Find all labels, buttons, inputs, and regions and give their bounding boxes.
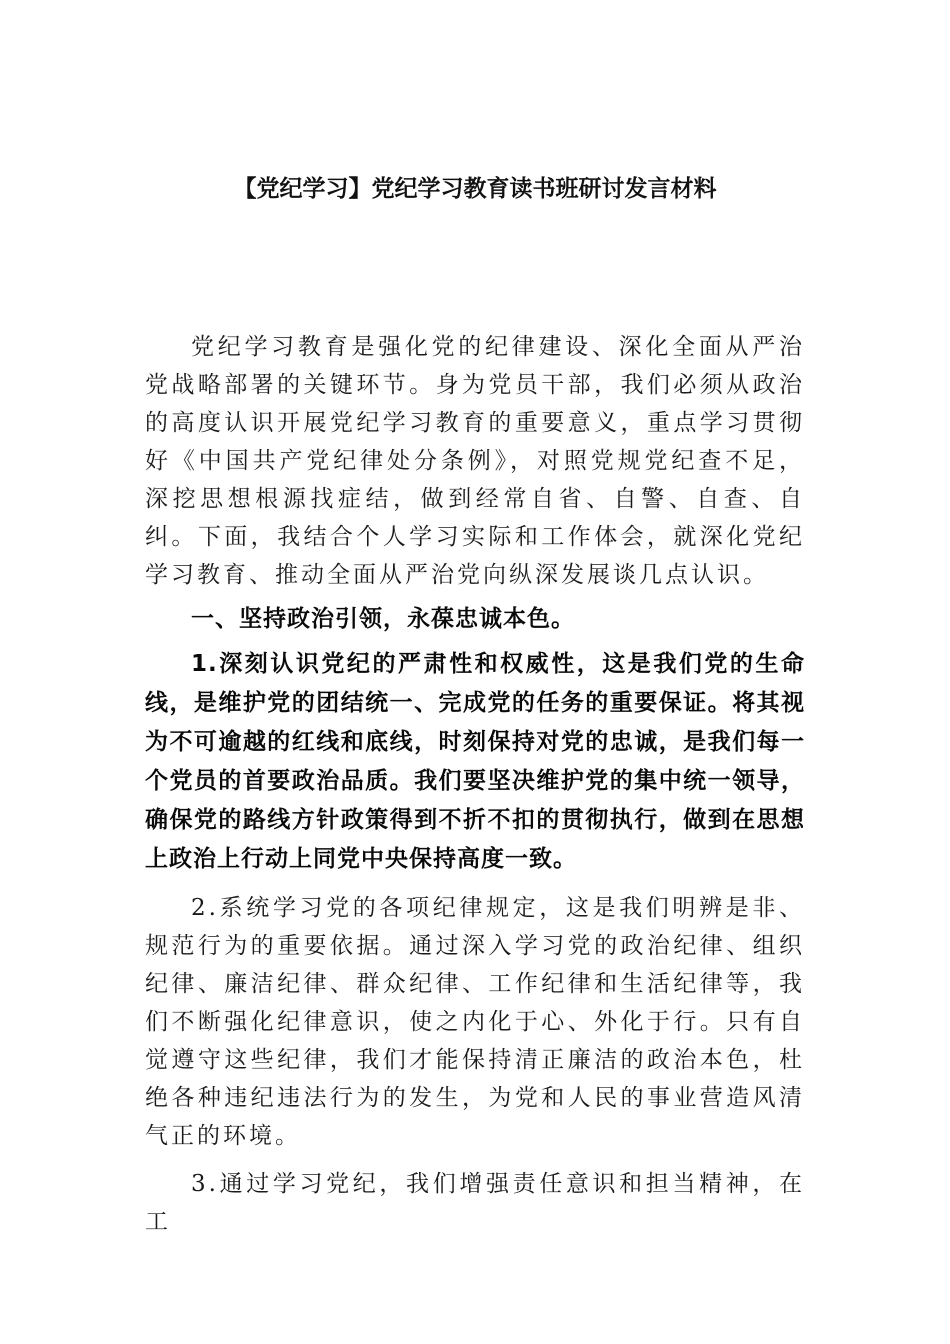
point-3-paragraph: 3.通过学习党纪，我们增强责任意识和担当精神，在工 [145, 1171, 805, 1235]
intro-paragraph: 党纪学习教育是强化党的纪律建设、深化全面从严治党战略部署的关键环节。身为党员干部，我们必须从政治的高度认识开展党纪学习教育的重要意义，重点学习贯彻好《中国共产党纪律处分条例》，对照党规党纪查不足，深挖思想根源找症结，做到经常自省、自警、自查、自纠。下面，我结合个人学习实际和工作体会，就深化党纪学习教育、推动全面从严治党向纵深发展谈几点认识。 [145, 334, 805, 588]
document-body [145, 328, 805, 1241]
point-1-paragraph: 1.深刻认识党纪的严肃性和权威性，这是我们党的生命线，是维护党的团结统一、完成党的任务的重要保证。将其视为不可逾越的红线和底线，时刻保持对党的忠诚，是我们每一个党员的首要政治品质。我们要坚决维护党的集中统一领导，确保党的路线方针政策得到不折不扣的贯彻执行，做到在思想上政治上行动上同党中央保持高度一致。 [145, 651, 805, 872]
document-title: 【党纪学习】党纪学习教育读书班研讨发言材料 [233, 176, 717, 202]
section-heading: 一、坚持政治引领，永葆忠诚本色。 [191, 606, 575, 632]
point-2-paragraph: 2.系统学习党的各项纪律规定，这是我们明辨是非、规范行为的重要依据。通过深入学习党的政治纪律、组织纪律、廉洁纪律、群众纪律、工作纪律和生活纪律等，我们不断强化纪律意识，使之内化于心、外化于行。只有自觉遵守这些纪律，我们才能保持清正廉洁的政治本色，杜绝各种违纪违法行为的发生，为党和人民的事业营造风清气正的环境。 [145, 895, 805, 1149]
